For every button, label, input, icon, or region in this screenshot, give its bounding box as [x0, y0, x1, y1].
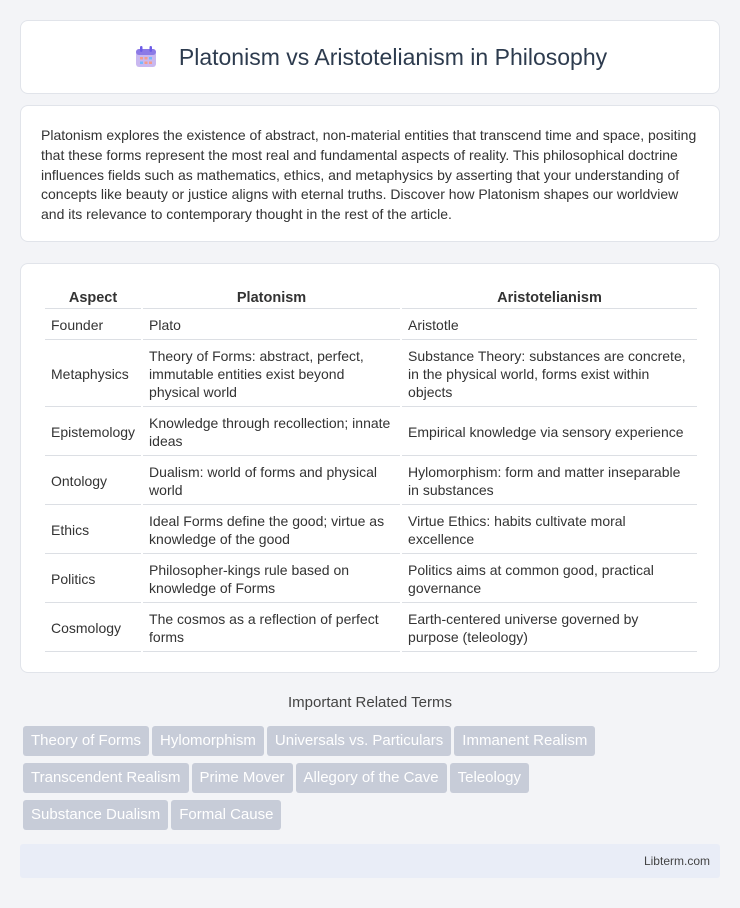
cell-platonism: Dualism: world of forms and physical world	[143, 458, 400, 505]
term-tag[interactable]: Transcendent Realism	[23, 763, 189, 793]
cell-platonism: Ideal Forms define the good; virtue as knowledge of the good	[143, 507, 400, 554]
term-tag[interactable]: Hylomorphism	[152, 726, 264, 756]
related-terms-title: Important Related Terms	[288, 694, 452, 711]
cell-aspect: Ontology	[45, 458, 141, 505]
table-row	[45, 342, 697, 407]
term-tag[interactable]: Universals vs. Particulars	[267, 726, 451, 756]
comparison-table-card	[20, 263, 720, 673]
cell-aristotelianism: Earth-centered universe governed by purpose (teleology)	[402, 605, 697, 652]
cell-aspect: Ethics	[45, 507, 141, 554]
cell-aristotelianism: Politics aims at common good, practical governance	[402, 556, 697, 603]
term-tag[interactable]: Prime Mover	[192, 763, 293, 793]
table-row	[45, 507, 697, 554]
cell-platonism: The cosmos as a reflection of perfect forms	[143, 605, 400, 652]
cell-platonism: Plato	[143, 311, 400, 340]
cell-aristotelianism: Hylomorphism: form and matter inseparable in substances	[402, 458, 697, 505]
term-tag[interactable]: Formal Cause	[171, 800, 281, 830]
term-tag[interactable]: Substance Dualism	[23, 800, 168, 830]
table-header-row	[45, 286, 697, 309]
cell-aristotelianism: Aristotle	[402, 311, 697, 340]
cell-platonism: Knowledge through recollection; innate ideas	[143, 409, 400, 456]
table-row	[45, 605, 697, 652]
table-row	[45, 409, 697, 456]
term-tag[interactable]: Immanent Realism	[454, 726, 595, 756]
term-tag[interactable]: Theory of Forms	[23, 726, 149, 756]
header-aristotelianism: Aristotelianism	[402, 286, 697, 309]
cell-aristotelianism: Empirical knowledge via sensory experience	[402, 409, 697, 456]
header-aspect: Aspect	[45, 286, 141, 309]
footer-site-link[interactable]: Libterm.com	[643, 854, 710, 868]
table-row	[45, 311, 697, 340]
term-tag[interactable]: Teleology	[450, 763, 529, 793]
intro-card	[20, 105, 720, 242]
cell-aspect: Politics	[45, 556, 141, 603]
cell-aspect: Founder	[45, 311, 141, 340]
comparison-table	[43, 284, 699, 654]
cell-platonism: Theory of Forms: abstract, perfect, immutable entities exist beyond physical world	[143, 342, 400, 407]
table-row	[45, 556, 697, 603]
calendar-icon	[133, 44, 159, 70]
cell-aspect: Cosmology	[45, 605, 141, 652]
intro-text: Platonism explores the existence of abstract, non-material entities that transcend time and space, positing that these forms represent the most real and fundamental aspects of reality. This philosophical doctrine influences fields such as mathematics, ethics, and metaphysics by asserting that your understanding of concepts like beauty or justice aligns with eternal truths. Discover how Platonism shapes our worldview and its relevance to contemporary thought in the rest of the article.	[41, 127, 697, 223]
page-title: Platonism vs Aristotelianism in Philosophy	[178, 43, 608, 70]
term-tag[interactable]: Allegory of the Cave	[296, 763, 447, 793]
header-card	[20, 20, 720, 94]
cell-aristotelianism: Virtue Ethics: habits cultivate moral excellence	[402, 507, 697, 554]
cell-aristotelianism: Substance Theory: substances are concrete, in the physical world, forms exist within objects	[402, 342, 697, 407]
footer	[20, 844, 720, 878]
cell-aspect: Epistemology	[45, 409, 141, 456]
cell-platonism: Philosopher-kings rule based on knowledge of Forms	[143, 556, 400, 603]
header-platonism: Platonism	[143, 286, 400, 309]
cell-aspect: Metaphysics	[45, 342, 141, 407]
related-terms-list	[23, 726, 723, 837]
table-row	[45, 458, 697, 505]
